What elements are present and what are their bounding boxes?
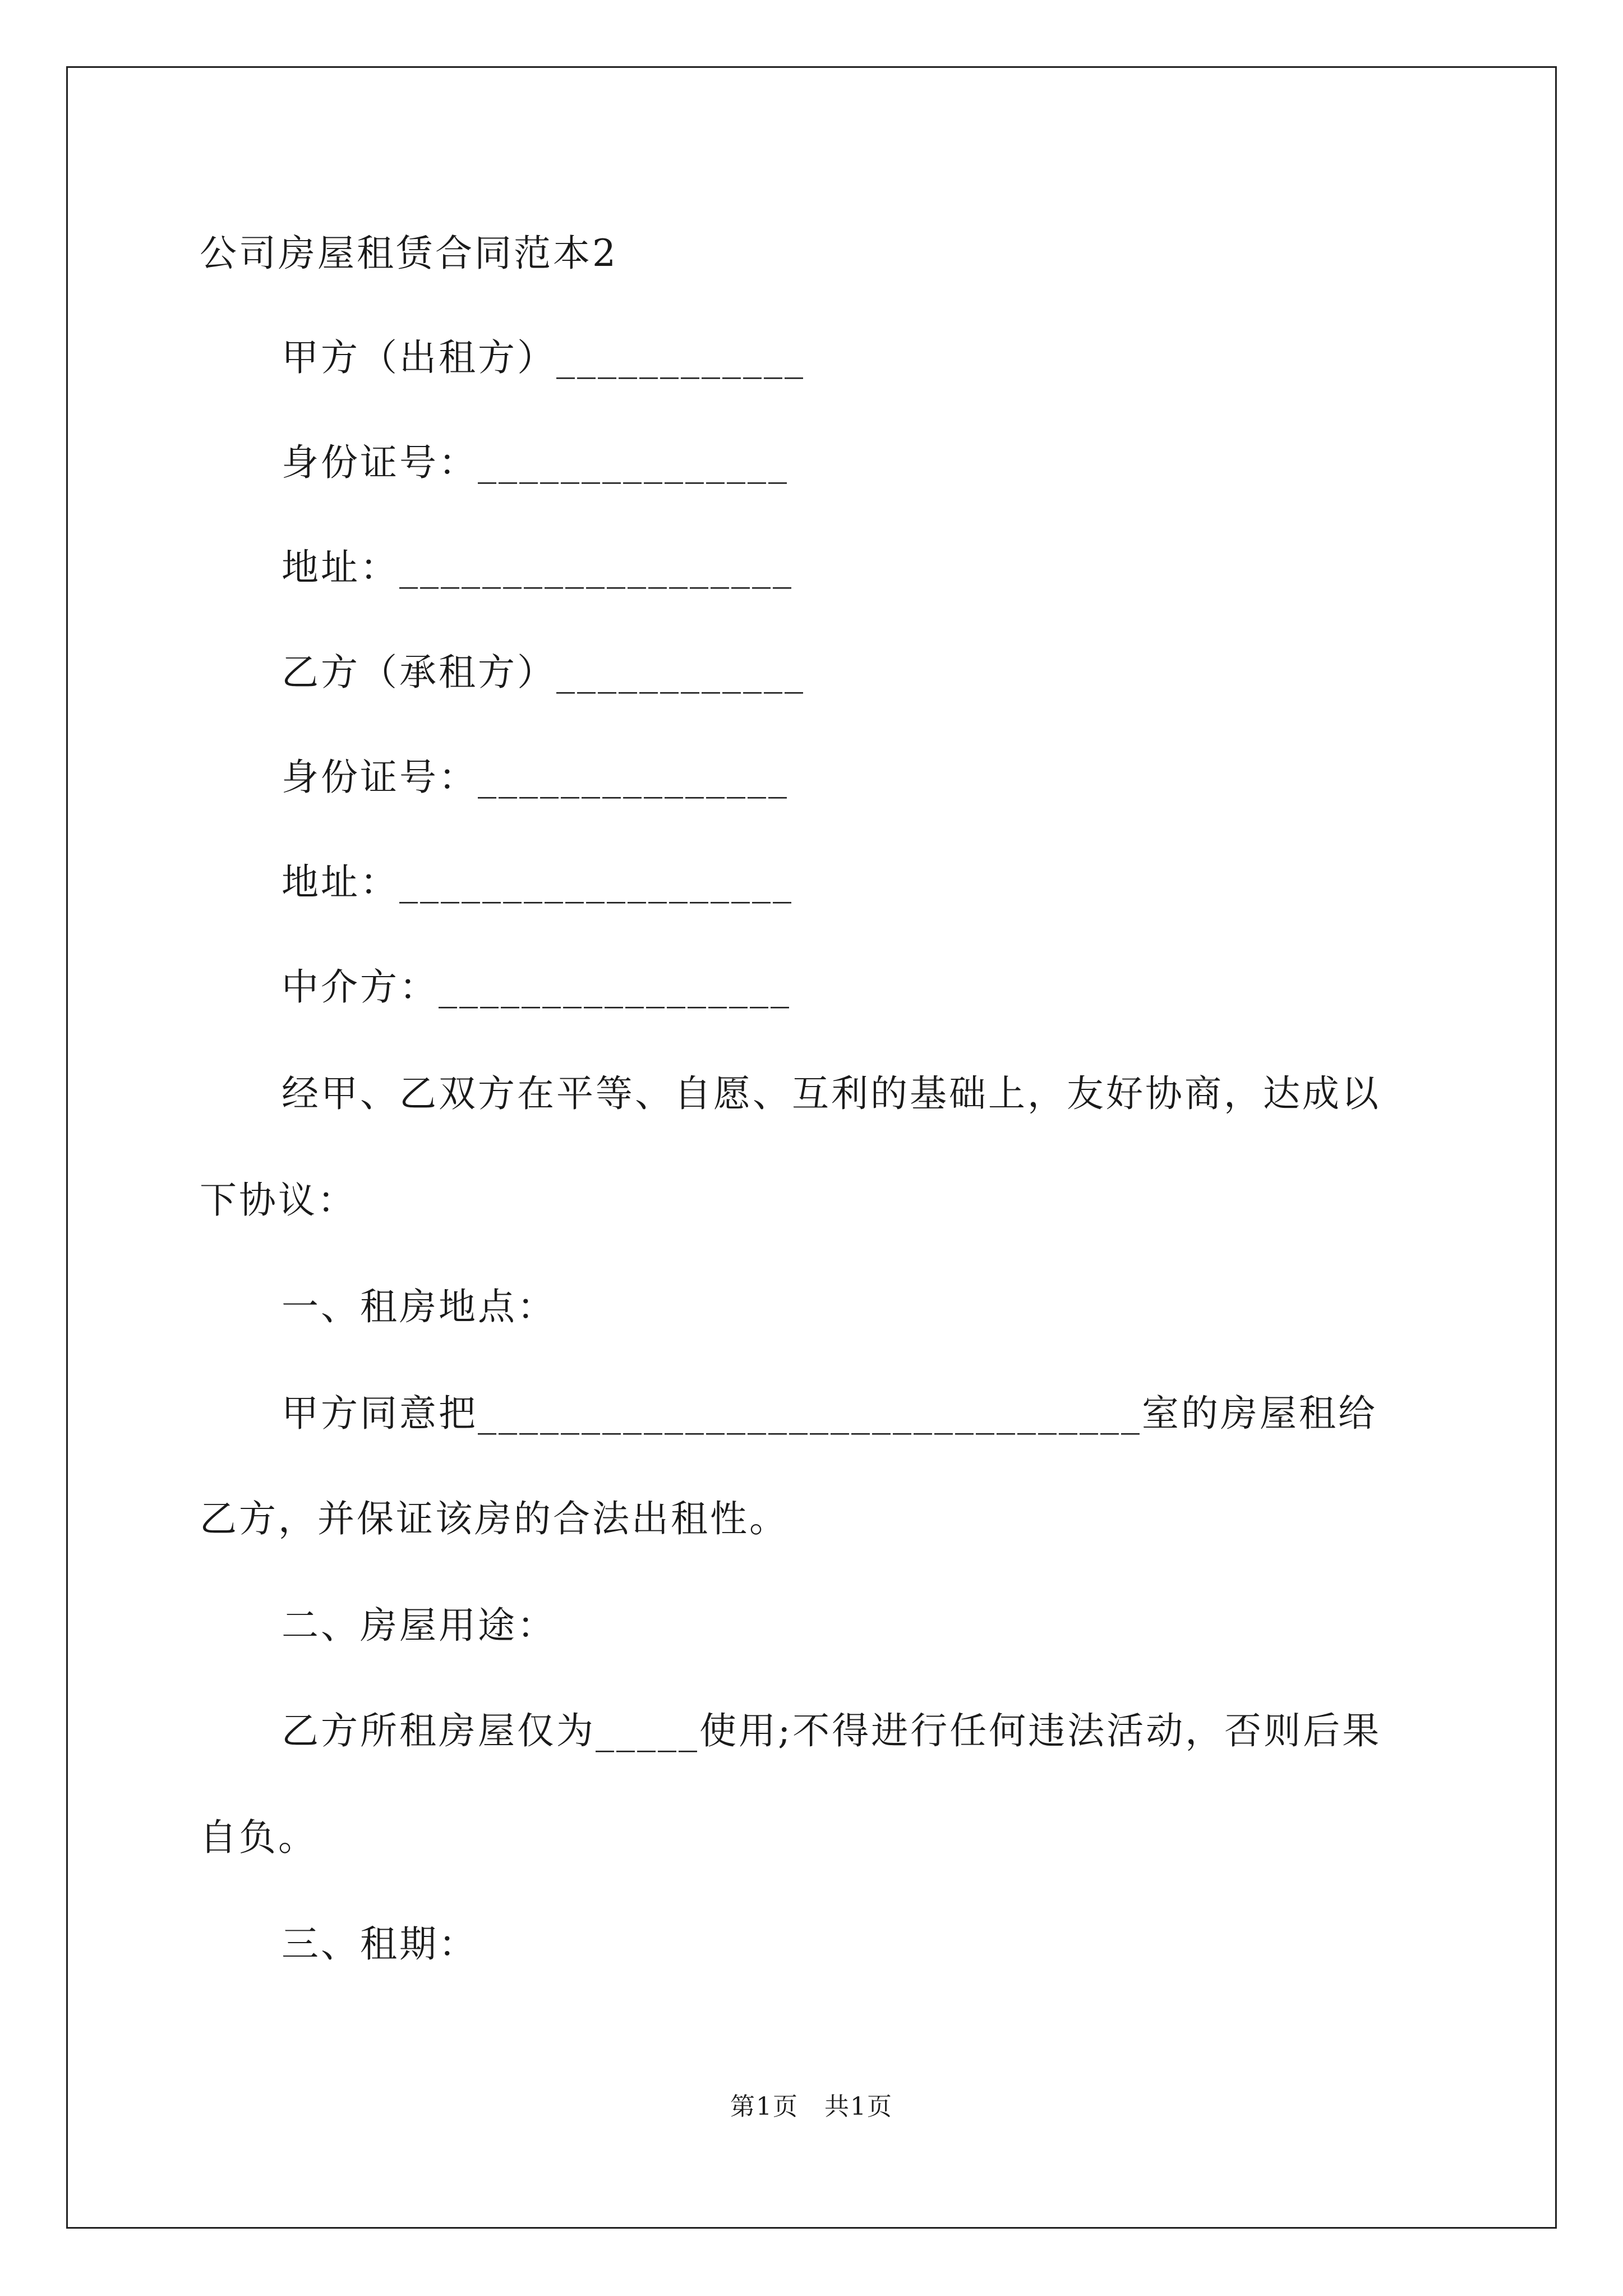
section-2-text-line-1: 乙方所租房屋仅为_____使用;不得进行任何违法活动，否则后果 [282,1709,1382,1752]
page-border [66,66,1557,2229]
section-1-heading: 一、租房地点： [282,1285,556,1328]
section-1-text-line-2: 乙方，并保证该房的合法出租性。 [200,1497,789,1540]
lessee-id-line: 身份证号：_______________ [282,756,789,799]
lessor-id-line: 身份证号：_______________ [282,441,789,484]
agreement-paragraph-line-2: 下协议： [200,1179,357,1222]
section-1-text-line-1: 甲方同意把________________________________室的房屋租给 [282,1392,1377,1435]
section-2-heading: 二、房屋用途： [282,1604,556,1647]
agent-line: 中介方：_________________ [282,965,791,1009]
lessor-line: 甲方（出租方）____________ [282,336,805,379]
agreement-paragraph-line-1: 经甲、乙双方在平等、自愿、互利的基础上，友好协商，达成以 [282,1072,1381,1115]
document-title: 公司房屋租赁合同范本2 [200,232,618,275]
page-number-footer: 第1页 共1页 [730,2092,893,2121]
section-2-text-line-2: 自负。 [200,1816,317,1859]
lessor-address-line: 地址：___________________ [282,546,794,589]
section-3-heading: 三、租期： [282,1922,478,1966]
lessee-line: 乙方（承租方）____________ [282,651,805,694]
lessee-address-line: 地址：___________________ [282,861,794,904]
